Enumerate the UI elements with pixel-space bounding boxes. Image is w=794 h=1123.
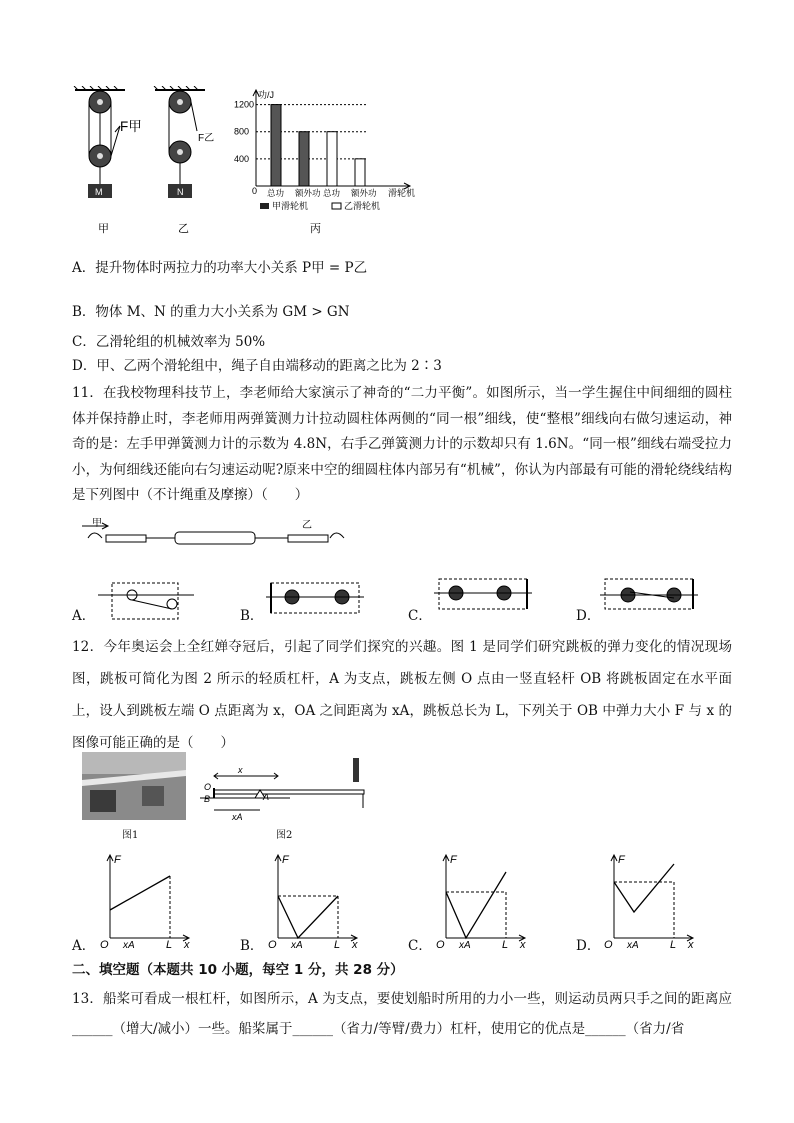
svg-text:A: A bbox=[263, 792, 270, 802]
graph-label-o: O bbox=[604, 939, 613, 950]
mass-label-n: N bbox=[177, 187, 184, 197]
q11-option-b-figure bbox=[266, 582, 366, 620]
q12-figure-lever bbox=[200, 748, 380, 828]
chart-bar bbox=[327, 132, 337, 186]
svg-text:xA: xA bbox=[232, 812, 243, 822]
graph-label-f: F bbox=[618, 854, 625, 866]
chart-tick-label: 400 bbox=[234, 153, 250, 164]
legend-swatch-yi bbox=[332, 203, 341, 209]
graph-label-l: L bbox=[166, 939, 173, 950]
graph-curve bbox=[446, 872, 506, 938]
graph-curve bbox=[278, 896, 338, 938]
q11-stem: 11．在我校物理科技节上，李老师给大家演示了神奇的“二力平衡”。如图所示，当一学生握住中间细细的圆柱体并保持静止时，李老师用两弹簧测力计拉动圆柱体两侧的“同一根”细线，使“整根”细线向右做匀速运动，神奇的是：左手甲弹簧测力计的示数为 4.8N，右手乙弹簧测力计的示数却只有 1.6N。“同一根”细线右端受拉力小，为何细线还能向右匀速运动呢?原来中空的细圆柱体内部另有“机械”，你认为内部最有可能的滑轮绕线结构是下列图中（不计绳重及摩擦）（ ） bbox=[72, 385, 732, 503]
q12-graph-a bbox=[96, 852, 196, 950]
q11-setup-figure bbox=[80, 518, 360, 558]
graph-label-l: L bbox=[502, 939, 509, 950]
q11-option-a-figure bbox=[98, 582, 196, 620]
graph-label-xa: xA bbox=[459, 940, 471, 950]
q12-graph-b bbox=[264, 852, 364, 950]
q10-option-b: B．物体 M、N 的重力大小关系为 GM > GN bbox=[72, 304, 350, 320]
q12-option-b: B． bbox=[240, 938, 264, 954]
chart-category-label: 额外功 bbox=[351, 188, 377, 198]
chart-bar bbox=[299, 132, 309, 186]
force-label-jia: F甲 bbox=[120, 119, 142, 134]
q12-stem: 12．今年奥运会上全红婵夺冠后，引起了同学们探究的兴趣。图 1 是同学们研究跳板的弹力变化的情况现场图，跳板可简化为图 2 所示的轻质杠杆，A 为支点，跳板左侧 O 点由一竖直轻杆 OB 将跳板固定在水平面上，设人到跳板左端 O 点距离为 x，OA 之间距离为 xA，跳板总长为 L，下列关于 OB 中弹力大小 F 与 x 的图像可能正确的是（ ） bbox=[72, 639, 732, 751]
q11-option-c: C． bbox=[408, 608, 432, 624]
chart-x-label: 滑轮机 bbox=[388, 188, 416, 198]
figure-label-jia: 甲 bbox=[98, 223, 109, 235]
chart-origin: 0 bbox=[252, 186, 258, 196]
top-figure bbox=[70, 86, 450, 236]
q13-stem: 13．船桨可看成一根杠杆，如图所示，A 为支点，要使划船时所用的力小一些，则运动员两只手之间的距离应______（增大/减小）一些。船桨属于______（省力/等臂/费力）杠杆，使用它的优点是______（省力/省 bbox=[72, 991, 732, 1037]
pulley-system-jia bbox=[74, 86, 125, 198]
graph-label-l: L bbox=[334, 939, 341, 950]
section-heading: 二、填空题（本题共 10 小题，每空 1 分，共 28 分） bbox=[72, 962, 404, 978]
svg-text:B: B bbox=[204, 794, 211, 804]
graph-guide bbox=[446, 892, 506, 938]
chart-category-label: 总功 bbox=[267, 188, 285, 198]
chart-category-label: 总功 bbox=[323, 188, 341, 198]
graph-label-o: O bbox=[268, 939, 277, 950]
graph-label-f: F bbox=[450, 854, 457, 866]
chart-bar bbox=[355, 159, 365, 186]
q10-option-c: C．乙滑轮组的机械效率为 50% bbox=[72, 334, 266, 350]
chart-y-label: 功/J bbox=[258, 90, 275, 100]
graph-label-f: F bbox=[114, 854, 121, 866]
graph-label-o: O bbox=[100, 939, 109, 950]
mass-label-m: M bbox=[95, 187, 103, 197]
graph-curve bbox=[110, 876, 170, 910]
graph-label-xa: xA bbox=[123, 940, 135, 950]
q12-option-d: D． bbox=[576, 938, 601, 954]
q12-option-a: A． bbox=[72, 938, 96, 954]
graph-label-l: L bbox=[670, 939, 677, 950]
q10-option-a: A．提升物体时两拉力的功率大小关系 P甲 = P乙 bbox=[72, 260, 368, 276]
svg-text:乙: 乙 bbox=[302, 520, 312, 531]
q12-fig1-caption: 图1 bbox=[122, 830, 139, 841]
q11-option-a: A． bbox=[72, 608, 96, 624]
svg-text:O: O bbox=[204, 782, 212, 792]
q11-option-b: B． bbox=[240, 608, 264, 624]
figure-label-bing: 丙 bbox=[310, 223, 321, 235]
figure-label-yi: 乙 bbox=[178, 223, 189, 235]
graph-curve bbox=[614, 864, 674, 912]
q10-option-d: D．甲、乙两个滑轮组中，绳子自由端移动的距离之比为 2∶3 bbox=[72, 358, 442, 374]
chart-category-label: 额外功 bbox=[295, 188, 321, 198]
graph-guide bbox=[278, 896, 338, 938]
q11-option-c-figure bbox=[434, 578, 534, 616]
graph-label-f: F bbox=[282, 854, 289, 866]
chart-bar bbox=[271, 105, 281, 186]
graph-label-xa: xA bbox=[291, 940, 303, 950]
graph-label-xa: xA bbox=[627, 940, 639, 950]
svg-text:x: x bbox=[238, 765, 243, 775]
q12-option-c: C． bbox=[408, 938, 432, 954]
legend-jia: 甲滑轮机 bbox=[272, 201, 309, 211]
force-label-yi: F乙 bbox=[198, 133, 215, 144]
q12-graph-c bbox=[432, 852, 532, 950]
q12-graph-d bbox=[600, 852, 700, 950]
graph-label-x: x bbox=[352, 939, 358, 950]
legend-swatch-jia bbox=[260, 203, 269, 209]
graph-label-x: x bbox=[688, 939, 694, 950]
svg-text:甲: 甲 bbox=[92, 518, 102, 529]
legend-yi: 乙滑轮机 bbox=[344, 201, 381, 211]
graph-label-x: x bbox=[520, 939, 526, 950]
q12-figure-photo bbox=[82, 752, 186, 820]
q11-option-d-figure bbox=[600, 578, 710, 616]
chart-tick-label: 800 bbox=[234, 126, 250, 137]
q12-fig2-caption: 图2 bbox=[276, 830, 293, 841]
graph-label-x: x bbox=[184, 939, 190, 950]
graph-label-o: O bbox=[436, 939, 445, 950]
q11-option-d: D． bbox=[576, 608, 601, 624]
chart-tick-label: 1200 bbox=[234, 99, 255, 110]
graph-guide bbox=[614, 882, 674, 938]
